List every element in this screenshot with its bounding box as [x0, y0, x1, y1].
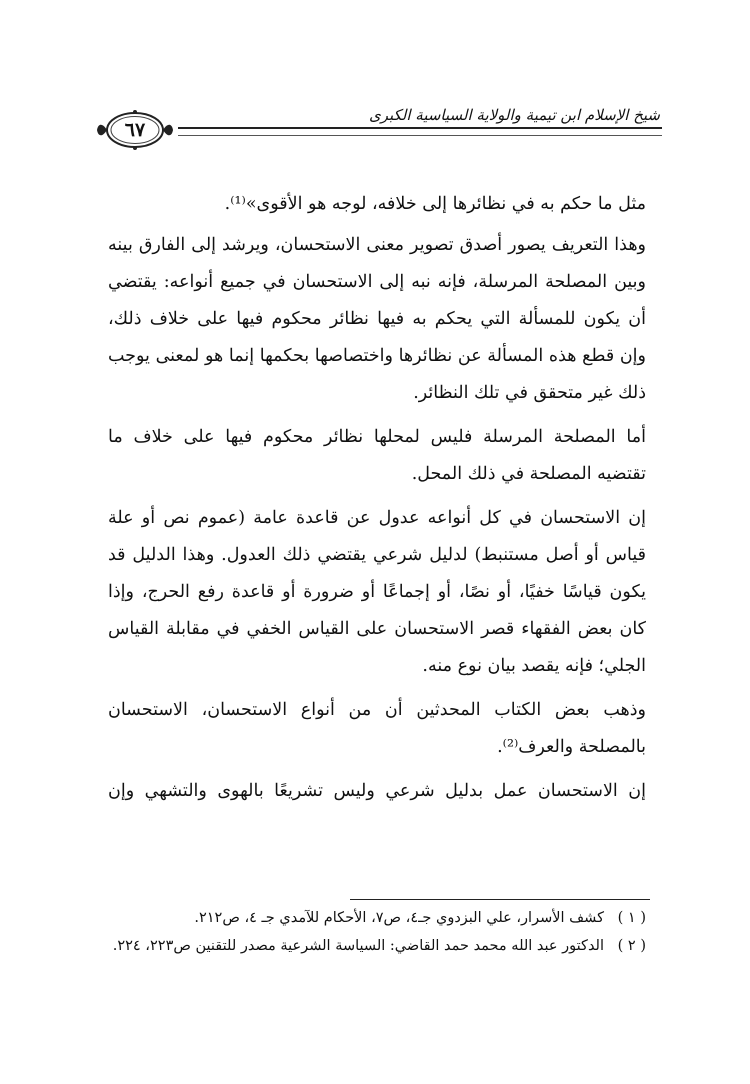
paragraph: مثل ما حكم به في نظائرها إلى خلافه، لوجه هو الأقوى»⁽¹⁾.: [224, 194, 646, 214]
paragraph: أما المصلحة المرسلة فليس لمحلها نظائر محكوم فيها على خلاف ما تقتضيه المصلحة في ذلك المحل.: [108, 427, 646, 484]
paragraph: وهذا التعريف يصور أصدق تصوير معنى الاستحسان، ويرشد إلى الفارق بينه وبين المصلحة المرسلة، فإنه نبه إلى الاستحسان في جميع أنواعه: يقتضي أن يكون للمسألة التي يحكم به فيها نظائر محكوم فيها على خلاف ذلك، وإن قطع هذه المسألة عن نظائرها واختصاصها بحكمها إنما هو لمعنى يوجب ذلك غير متحقق في تلك النظائر.: [108, 235, 646, 403]
footnote: [108, 904, 646, 932]
paragraph: إن الاستحسان في كل أنواعه عدول عن قاعدة عامة (عموم نص أو علة قياس أو أصل مستنبط) لدليل شرعي يقتضي ذلك العدول. وهذا الدليل قد يكون قياسًا خفيًا، أو نصًا، أو إجماعًا أو ضرورة أو قاعدة رفع الحرج، وإذا كان بعض الفقهاء قصر الاستحسان على القياس الخفي في مقابلة القياس الجلي؛ فإنه يقصد بيان نوع منه.: [108, 508, 646, 676]
footnotes: [108, 904, 646, 960]
footnote-text: الدكتور عبد الله محمد حمد القاضي: السياسة الشرعية مصدر للتقنين ص٢٢٣، ٢٢٤.: [112, 938, 604, 954]
footnote: [108, 932, 646, 960]
header-rule: [178, 127, 662, 136]
footnote-text: كشف الأسرار، علي البزدوي جـ٤، ص٧، الأحكام للآمدي جـ ٤، ص٢١٢.: [194, 910, 604, 926]
footnote-rule: [350, 899, 650, 900]
paragraph: وذهب بعض الكتاب المحدثين أن من أنواع الاستحسان، الاستحسان بالمصلحة والعرف⁽²⁾.: [108, 700, 646, 757]
page-number: ٦٧: [124, 119, 146, 141]
paragraph-continued: إن الاستحسان عمل بدليل شرعي وليس تشريعًا بالهوى والتشهي وإن: [108, 781, 646, 801]
footnote-number: ( ٢ ): [617, 938, 646, 954]
footnote-number: ( ١ ): [617, 910, 646, 926]
body-text: [108, 186, 646, 810]
running-header-title: شيخ الإسلام ابن تيمية والولاية السياسية الكبرى: [368, 106, 660, 124]
